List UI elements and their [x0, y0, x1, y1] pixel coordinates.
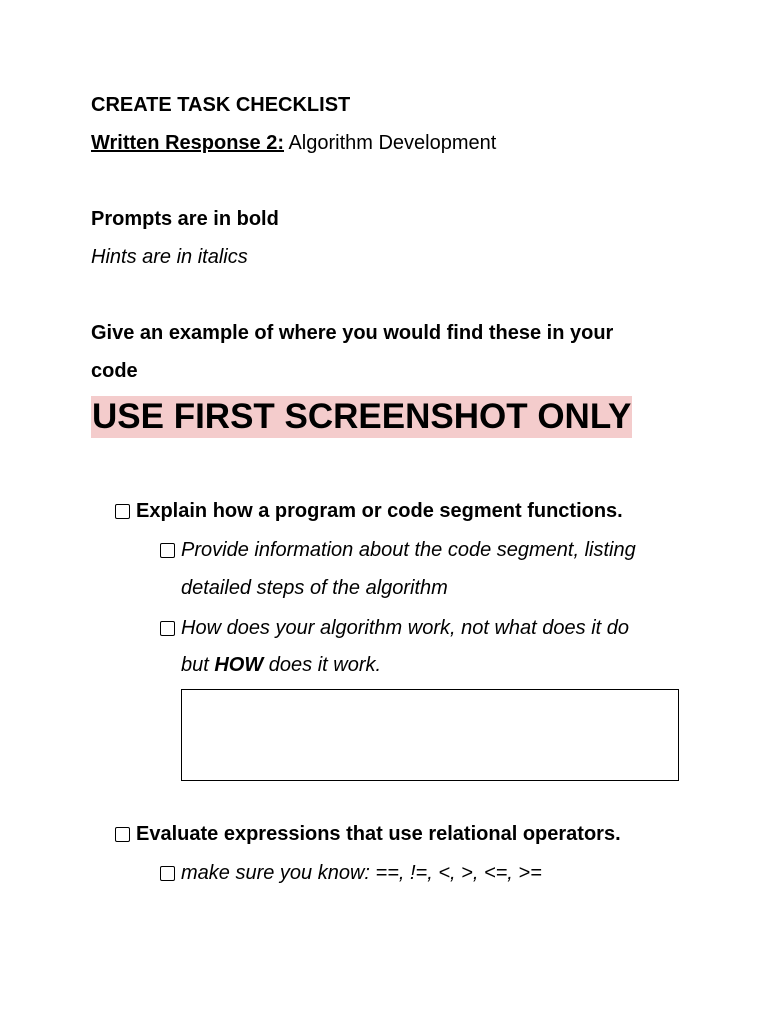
checkbox-icon[interactable] [160, 543, 175, 558]
checklist-subitem-provide-info [160, 538, 636, 562]
checkbox-icon[interactable] [115, 827, 130, 842]
legend-prompts: Prompts are in bold [91, 208, 279, 230]
instruction-line-2: code [91, 360, 138, 382]
hint-how-works-line-2 [181, 653, 381, 677]
document-title: CREATE TASK CHECKLIST [91, 94, 351, 116]
checkbox-icon[interactable] [115, 504, 130, 519]
answer-box[interactable] [181, 689, 679, 781]
instruction-line-1: Give an example of where you would find these in your [91, 322, 614, 344]
hint-how-works-line-1: How does your algorithm work, not what does it do [181, 617, 629, 639]
written-response-label: Written Response 2: [91, 132, 284, 154]
hint-how-works-prefix: but [181, 654, 215, 676]
hint-provide-info-line-1: Provide information about the code segment, listing [181, 539, 636, 561]
written-response-topic: Algorithm Development [284, 132, 497, 154]
checkbox-icon[interactable] [160, 866, 175, 881]
checklist-item-explain [115, 499, 623, 523]
prompt-explain: Explain how a program or code segment functions. [136, 500, 623, 522]
hint-how-works-emphasis: HOW [214, 654, 264, 676]
checklist-item-evaluate [115, 822, 621, 846]
checklist-subitem-how-works [160, 616, 629, 640]
highlight-banner: USE FIRST SCREENSHOT ONLY [92, 397, 632, 436]
written-response-heading [91, 131, 496, 155]
prompt-evaluate: Evaluate expressions that use relational operators. [136, 823, 621, 845]
hint-provide-info-line-2: detailed steps of the algorithm [181, 577, 448, 599]
checkbox-icon[interactable] [160, 621, 175, 636]
hint-operators: make sure you know: ==, !=, <, >, <=, >= [181, 862, 542, 884]
legend-hints: Hints are in italics [91, 246, 248, 268]
hint-how-works-suffix: does it work. [263, 654, 382, 676]
checklist-subitem-operators [160, 861, 542, 885]
